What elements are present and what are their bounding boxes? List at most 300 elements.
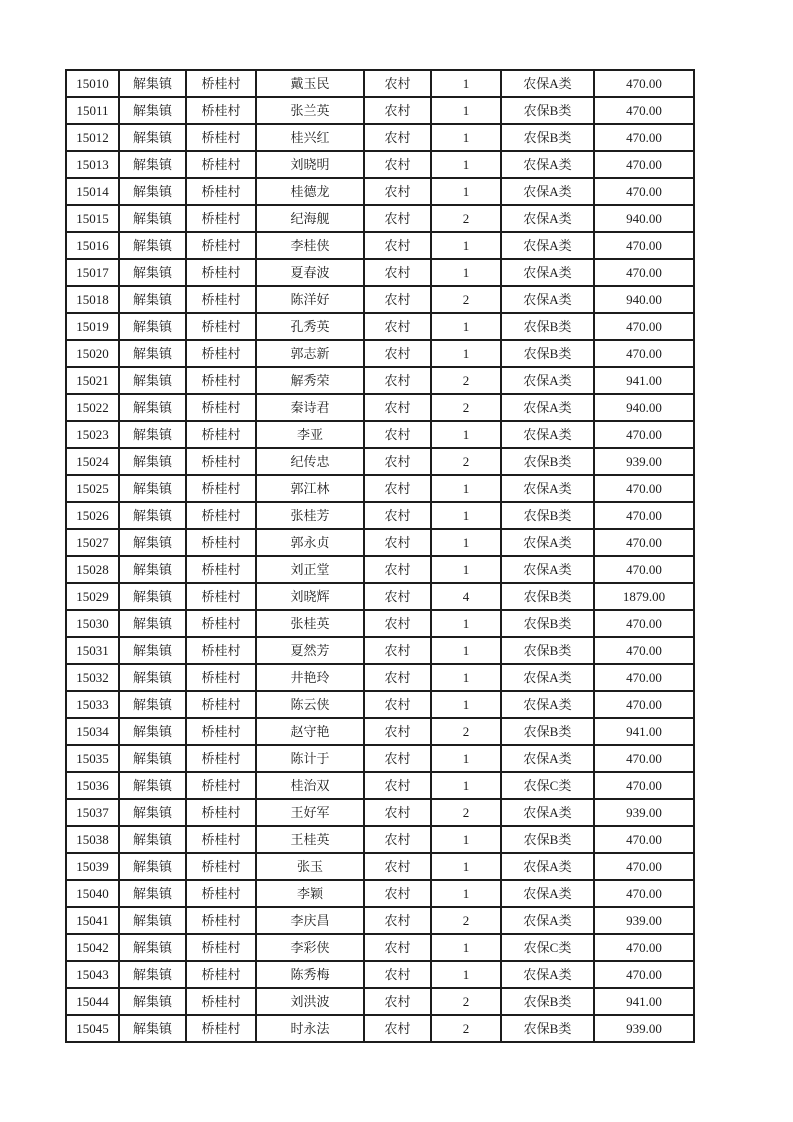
record-id-cell: 15042 bbox=[66, 934, 119, 961]
person-count-cell: 1 bbox=[431, 178, 501, 205]
person-count-cell: 1 bbox=[431, 124, 501, 151]
table-row bbox=[66, 205, 694, 232]
insurance-category-cell: 农保A类 bbox=[501, 691, 594, 718]
insurance-category-cell: 农保A类 bbox=[501, 178, 594, 205]
residence-type-cell: 农村 bbox=[364, 367, 431, 394]
amount-cell: 470.00 bbox=[594, 961, 694, 988]
person-count-cell: 1 bbox=[431, 70, 501, 97]
person-name-cell: 纪海舰 bbox=[256, 205, 364, 232]
amount-cell: 939.00 bbox=[594, 799, 694, 826]
village-cell: 桥桂村 bbox=[186, 691, 256, 718]
person-name-cell: 郭永贞 bbox=[256, 529, 364, 556]
residence-type-cell: 农村 bbox=[364, 934, 431, 961]
table-row bbox=[66, 745, 694, 772]
amount-cell: 470.00 bbox=[594, 691, 694, 718]
person-count-cell: 1 bbox=[431, 421, 501, 448]
town-cell: 解集镇 bbox=[119, 502, 186, 529]
residence-type-cell: 农村 bbox=[364, 97, 431, 124]
village-cell: 桥桂村 bbox=[186, 394, 256, 421]
person-count-cell: 2 bbox=[431, 367, 501, 394]
village-cell: 桥桂村 bbox=[186, 880, 256, 907]
amount-cell: 940.00 bbox=[594, 394, 694, 421]
record-id-cell: 15011 bbox=[66, 97, 119, 124]
table-row bbox=[66, 853, 694, 880]
record-id-cell: 15037 bbox=[66, 799, 119, 826]
person-name-cell: 陈计于 bbox=[256, 745, 364, 772]
village-cell: 桥桂村 bbox=[186, 583, 256, 610]
village-cell: 桥桂村 bbox=[186, 97, 256, 124]
residence-type-cell: 农村 bbox=[364, 286, 431, 313]
person-name-cell: 桂治双 bbox=[256, 772, 364, 799]
village-cell: 桥桂村 bbox=[186, 178, 256, 205]
person-name-cell: 孔秀英 bbox=[256, 313, 364, 340]
person-count-cell: 1 bbox=[431, 313, 501, 340]
residence-type-cell: 农村 bbox=[364, 880, 431, 907]
village-cell: 桥桂村 bbox=[186, 907, 256, 934]
amount-cell: 941.00 bbox=[594, 367, 694, 394]
record-id-cell: 15024 bbox=[66, 448, 119, 475]
amount-cell: 470.00 bbox=[594, 313, 694, 340]
amount-cell: 470.00 bbox=[594, 151, 694, 178]
residence-type-cell: 农村 bbox=[364, 151, 431, 178]
village-cell: 桥桂村 bbox=[186, 610, 256, 637]
residence-type-cell: 农村 bbox=[364, 799, 431, 826]
insurance-category-cell: 农保B类 bbox=[501, 718, 594, 745]
insurance-category-cell: 农保B类 bbox=[501, 583, 594, 610]
amount-cell: 941.00 bbox=[594, 988, 694, 1015]
town-cell: 解集镇 bbox=[119, 259, 186, 286]
person-count-cell: 1 bbox=[431, 934, 501, 961]
person-name-cell: 夏然芳 bbox=[256, 637, 364, 664]
town-cell: 解集镇 bbox=[119, 367, 186, 394]
insurance-category-cell: 农保A类 bbox=[501, 745, 594, 772]
insurance-category-cell: 农保A类 bbox=[501, 232, 594, 259]
village-cell: 桥桂村 bbox=[186, 664, 256, 691]
record-id-cell: 15038 bbox=[66, 826, 119, 853]
village-cell: 桥桂村 bbox=[186, 421, 256, 448]
village-cell: 桥桂村 bbox=[186, 718, 256, 745]
table-row bbox=[66, 988, 694, 1015]
person-name-cell: 郭江林 bbox=[256, 475, 364, 502]
village-cell: 桥桂村 bbox=[186, 70, 256, 97]
person-count-cell: 1 bbox=[431, 502, 501, 529]
person-count-cell: 2 bbox=[431, 205, 501, 232]
person-name-cell: 陈秀梅 bbox=[256, 961, 364, 988]
amount-cell: 1879.00 bbox=[594, 583, 694, 610]
record-id-cell: 15014 bbox=[66, 178, 119, 205]
residence-type-cell: 农村 bbox=[364, 340, 431, 367]
person-name-cell: 刘晓辉 bbox=[256, 583, 364, 610]
residence-type-cell: 农村 bbox=[364, 907, 431, 934]
person-count-cell: 1 bbox=[431, 880, 501, 907]
person-name-cell: 王桂英 bbox=[256, 826, 364, 853]
village-cell: 桥桂村 bbox=[186, 961, 256, 988]
amount-cell: 470.00 bbox=[594, 745, 694, 772]
table-row bbox=[66, 448, 694, 475]
town-cell: 解集镇 bbox=[119, 529, 186, 556]
table-row bbox=[66, 259, 694, 286]
town-cell: 解集镇 bbox=[119, 772, 186, 799]
insurance-category-cell: 农保A类 bbox=[501, 394, 594, 421]
person-count-cell: 1 bbox=[431, 637, 501, 664]
table-row bbox=[66, 70, 694, 97]
person-name-cell: 夏春波 bbox=[256, 259, 364, 286]
amount-cell: 941.00 bbox=[594, 718, 694, 745]
residence-type-cell: 农村 bbox=[364, 637, 431, 664]
person-count-cell: 1 bbox=[431, 691, 501, 718]
person-name-cell: 戴玉民 bbox=[256, 70, 364, 97]
table-row bbox=[66, 529, 694, 556]
person-name-cell: 刘晓明 bbox=[256, 151, 364, 178]
insurance-category-cell: 农保B类 bbox=[501, 124, 594, 151]
record-id-cell: 15015 bbox=[66, 205, 119, 232]
person-count-cell: 2 bbox=[431, 718, 501, 745]
residence-type-cell: 农村 bbox=[364, 745, 431, 772]
person-count-cell: 1 bbox=[431, 556, 501, 583]
table-row bbox=[66, 691, 694, 718]
table-row bbox=[66, 475, 694, 502]
person-count-cell: 1 bbox=[431, 853, 501, 880]
person-name-cell: 张桂英 bbox=[256, 610, 364, 637]
town-cell: 解集镇 bbox=[119, 853, 186, 880]
residence-type-cell: 农村 bbox=[364, 421, 431, 448]
person-name-cell: 刘正堂 bbox=[256, 556, 364, 583]
record-id-cell: 15039 bbox=[66, 853, 119, 880]
person-name-cell: 赵守艳 bbox=[256, 718, 364, 745]
town-cell: 解集镇 bbox=[119, 1015, 186, 1042]
person-count-cell: 1 bbox=[431, 475, 501, 502]
record-id-cell: 15028 bbox=[66, 556, 119, 583]
insurance-category-cell: 农保B类 bbox=[501, 826, 594, 853]
residence-type-cell: 农村 bbox=[364, 772, 431, 799]
table-row bbox=[66, 583, 694, 610]
table-row bbox=[66, 232, 694, 259]
insurance-category-cell: 农保A类 bbox=[501, 151, 594, 178]
residence-type-cell: 农村 bbox=[364, 1015, 431, 1042]
residence-type-cell: 农村 bbox=[364, 610, 431, 637]
residence-type-cell: 农村 bbox=[364, 313, 431, 340]
person-name-cell: 桂兴红 bbox=[256, 124, 364, 151]
residence-type-cell: 农村 bbox=[364, 502, 431, 529]
amount-cell: 470.00 bbox=[594, 826, 694, 853]
amount-cell: 470.00 bbox=[594, 772, 694, 799]
person-count-cell: 2 bbox=[431, 907, 501, 934]
person-count-cell: 1 bbox=[431, 232, 501, 259]
insurance-category-cell: 农保A类 bbox=[501, 529, 594, 556]
town-cell: 解集镇 bbox=[119, 880, 186, 907]
person-name-cell: 秦诗君 bbox=[256, 394, 364, 421]
table-row bbox=[66, 286, 694, 313]
table-row bbox=[66, 367, 694, 394]
person-count-cell: 1 bbox=[431, 961, 501, 988]
person-count-cell: 1 bbox=[431, 340, 501, 367]
table-row bbox=[66, 772, 694, 799]
residence-type-cell: 农村 bbox=[364, 556, 431, 583]
town-cell: 解集镇 bbox=[119, 97, 186, 124]
amount-cell: 939.00 bbox=[594, 907, 694, 934]
town-cell: 解集镇 bbox=[119, 691, 186, 718]
table-row bbox=[66, 718, 694, 745]
record-id-cell: 15031 bbox=[66, 637, 119, 664]
town-cell: 解集镇 bbox=[119, 745, 186, 772]
person-name-cell: 陈云侠 bbox=[256, 691, 364, 718]
village-cell: 桥桂村 bbox=[186, 853, 256, 880]
person-count-cell: 1 bbox=[431, 151, 501, 178]
town-cell: 解集镇 bbox=[119, 583, 186, 610]
record-id-cell: 15020 bbox=[66, 340, 119, 367]
amount-cell: 470.00 bbox=[594, 934, 694, 961]
amount-cell: 940.00 bbox=[594, 205, 694, 232]
person-count-cell: 2 bbox=[431, 1015, 501, 1042]
town-cell: 解集镇 bbox=[119, 286, 186, 313]
residence-type-cell: 农村 bbox=[364, 124, 431, 151]
amount-cell: 470.00 bbox=[594, 610, 694, 637]
person-count-cell: 2 bbox=[431, 286, 501, 313]
town-cell: 解集镇 bbox=[119, 340, 186, 367]
amount-cell: 470.00 bbox=[594, 529, 694, 556]
town-cell: 解集镇 bbox=[119, 826, 186, 853]
insurance-category-cell: 农保A类 bbox=[501, 70, 594, 97]
table-row bbox=[66, 313, 694, 340]
table-row bbox=[66, 664, 694, 691]
town-cell: 解集镇 bbox=[119, 637, 186, 664]
amount-cell: 470.00 bbox=[594, 853, 694, 880]
village-cell: 桥桂村 bbox=[186, 151, 256, 178]
record-id-cell: 15030 bbox=[66, 610, 119, 637]
residence-type-cell: 农村 bbox=[364, 826, 431, 853]
record-id-cell: 15044 bbox=[66, 988, 119, 1015]
record-id-cell: 15019 bbox=[66, 313, 119, 340]
town-cell: 解集镇 bbox=[119, 151, 186, 178]
insurance-category-cell: 农保B类 bbox=[501, 313, 594, 340]
residence-type-cell: 农村 bbox=[364, 394, 431, 421]
town-cell: 解集镇 bbox=[119, 610, 186, 637]
insurance-category-cell: 农保B类 bbox=[501, 988, 594, 1015]
person-name-cell: 纪传忠 bbox=[256, 448, 364, 475]
village-cell: 桥桂村 bbox=[186, 124, 256, 151]
insurance-category-cell: 农保A类 bbox=[501, 259, 594, 286]
table-row bbox=[66, 610, 694, 637]
amount-cell: 470.00 bbox=[594, 232, 694, 259]
town-cell: 解集镇 bbox=[119, 988, 186, 1015]
amount-cell: 470.00 bbox=[594, 259, 694, 286]
insurance-category-cell: 农保A类 bbox=[501, 961, 594, 988]
village-cell: 桥桂村 bbox=[186, 556, 256, 583]
amount-cell: 470.00 bbox=[594, 70, 694, 97]
table-row bbox=[66, 907, 694, 934]
record-id-cell: 15017 bbox=[66, 259, 119, 286]
town-cell: 解集镇 bbox=[119, 556, 186, 583]
insurance-category-cell: 农保A类 bbox=[501, 556, 594, 583]
record-id-cell: 15040 bbox=[66, 880, 119, 907]
insurance-category-cell: 农保C类 bbox=[501, 772, 594, 799]
insurance-category-cell: 农保A类 bbox=[501, 853, 594, 880]
amount-cell: 470.00 bbox=[594, 475, 694, 502]
record-id-cell: 15018 bbox=[66, 286, 119, 313]
amount-cell: 470.00 bbox=[594, 97, 694, 124]
residence-type-cell: 农村 bbox=[364, 70, 431, 97]
table-row bbox=[66, 502, 694, 529]
person-count-cell: 1 bbox=[431, 745, 501, 772]
person-name-cell: 张玉 bbox=[256, 853, 364, 880]
person-name-cell: 井艳玲 bbox=[256, 664, 364, 691]
person-name-cell: 陈洋好 bbox=[256, 286, 364, 313]
table-row bbox=[66, 421, 694, 448]
person-name-cell: 郭志新 bbox=[256, 340, 364, 367]
village-cell: 桥桂村 bbox=[186, 1015, 256, 1042]
record-id-cell: 15035 bbox=[66, 745, 119, 772]
table-row bbox=[66, 934, 694, 961]
person-count-cell: 2 bbox=[431, 394, 501, 421]
record-id-cell: 15026 bbox=[66, 502, 119, 529]
insurance-category-cell: 农保A类 bbox=[501, 907, 594, 934]
town-cell: 解集镇 bbox=[119, 907, 186, 934]
table-row bbox=[66, 151, 694, 178]
amount-cell: 470.00 bbox=[594, 340, 694, 367]
village-cell: 桥桂村 bbox=[186, 367, 256, 394]
residence-type-cell: 农村 bbox=[364, 718, 431, 745]
insurance-category-cell: 农保B类 bbox=[501, 637, 594, 664]
table-row bbox=[66, 1015, 694, 1042]
record-id-cell: 15027 bbox=[66, 529, 119, 556]
insurance-category-cell: 农保A类 bbox=[501, 664, 594, 691]
amount-cell: 470.00 bbox=[594, 556, 694, 583]
village-cell: 桥桂村 bbox=[186, 988, 256, 1015]
insurance-category-cell: 农保B类 bbox=[501, 502, 594, 529]
table-row bbox=[66, 799, 694, 826]
town-cell: 解集镇 bbox=[119, 799, 186, 826]
village-cell: 桥桂村 bbox=[186, 826, 256, 853]
person-count-cell: 1 bbox=[431, 772, 501, 799]
amount-cell: 470.00 bbox=[594, 880, 694, 907]
town-cell: 解集镇 bbox=[119, 394, 186, 421]
record-id-cell: 15010 bbox=[66, 70, 119, 97]
insurance-category-cell: 农保C类 bbox=[501, 934, 594, 961]
person-count-cell: 2 bbox=[431, 448, 501, 475]
person-name-cell: 解秀荣 bbox=[256, 367, 364, 394]
record-id-cell: 15016 bbox=[66, 232, 119, 259]
amount-cell: 470.00 bbox=[594, 178, 694, 205]
record-id-cell: 15022 bbox=[66, 394, 119, 421]
residence-type-cell: 农村 bbox=[364, 205, 431, 232]
record-id-cell: 15021 bbox=[66, 367, 119, 394]
insurance-category-cell: 农保B类 bbox=[501, 448, 594, 475]
insurance-category-cell: 农保A类 bbox=[501, 880, 594, 907]
person-count-cell: 2 bbox=[431, 988, 501, 1015]
town-cell: 解集镇 bbox=[119, 448, 186, 475]
village-cell: 桥桂村 bbox=[186, 475, 256, 502]
insurance-category-cell: 农保A类 bbox=[501, 475, 594, 502]
person-count-cell: 1 bbox=[431, 529, 501, 556]
town-cell: 解集镇 bbox=[119, 718, 186, 745]
table-row bbox=[66, 637, 694, 664]
residence-type-cell: 农村 bbox=[364, 853, 431, 880]
record-id-cell: 15033 bbox=[66, 691, 119, 718]
village-cell: 桥桂村 bbox=[186, 637, 256, 664]
table-row bbox=[66, 556, 694, 583]
record-id-cell: 15036 bbox=[66, 772, 119, 799]
person-name-cell: 李颖 bbox=[256, 880, 364, 907]
residence-type-cell: 农村 bbox=[364, 961, 431, 988]
record-id-cell: 15013 bbox=[66, 151, 119, 178]
residence-type-cell: 农村 bbox=[364, 259, 431, 286]
records-table bbox=[65, 69, 695, 1043]
person-name-cell: 桂德龙 bbox=[256, 178, 364, 205]
record-id-cell: 15012 bbox=[66, 124, 119, 151]
village-cell: 桥桂村 bbox=[186, 529, 256, 556]
person-count-cell: 4 bbox=[431, 583, 501, 610]
table-row bbox=[66, 826, 694, 853]
table-row bbox=[66, 880, 694, 907]
person-count-cell: 2 bbox=[431, 799, 501, 826]
table-body bbox=[66, 70, 694, 1042]
table-row bbox=[66, 961, 694, 988]
record-id-cell: 15025 bbox=[66, 475, 119, 502]
person-name-cell: 时永法 bbox=[256, 1015, 364, 1042]
residence-type-cell: 农村 bbox=[364, 232, 431, 259]
amount-cell: 470.00 bbox=[594, 124, 694, 151]
town-cell: 解集镇 bbox=[119, 475, 186, 502]
village-cell: 桥桂村 bbox=[186, 448, 256, 475]
residence-type-cell: 农村 bbox=[364, 988, 431, 1015]
insurance-category-cell: 农保B类 bbox=[501, 97, 594, 124]
record-id-cell: 15029 bbox=[66, 583, 119, 610]
amount-cell: 470.00 bbox=[594, 502, 694, 529]
town-cell: 解集镇 bbox=[119, 205, 186, 232]
amount-cell: 939.00 bbox=[594, 448, 694, 475]
record-id-cell: 15045 bbox=[66, 1015, 119, 1042]
record-id-cell: 15023 bbox=[66, 421, 119, 448]
insurance-category-cell: 农保A类 bbox=[501, 421, 594, 448]
person-count-cell: 1 bbox=[431, 826, 501, 853]
record-id-cell: 15041 bbox=[66, 907, 119, 934]
town-cell: 解集镇 bbox=[119, 934, 186, 961]
village-cell: 桥桂村 bbox=[186, 934, 256, 961]
table-row bbox=[66, 124, 694, 151]
town-cell: 解集镇 bbox=[119, 124, 186, 151]
amount-cell: 470.00 bbox=[594, 637, 694, 664]
residence-type-cell: 农村 bbox=[364, 691, 431, 718]
insurance-category-cell: 农保B类 bbox=[501, 610, 594, 637]
town-cell: 解集镇 bbox=[119, 178, 186, 205]
person-count-cell: 1 bbox=[431, 259, 501, 286]
person-name-cell: 李彩侠 bbox=[256, 934, 364, 961]
village-cell: 桥桂村 bbox=[186, 286, 256, 313]
residence-type-cell: 农村 bbox=[364, 178, 431, 205]
person-name-cell: 李庆昌 bbox=[256, 907, 364, 934]
table-row bbox=[66, 97, 694, 124]
town-cell: 解集镇 bbox=[119, 664, 186, 691]
person-count-cell: 1 bbox=[431, 97, 501, 124]
town-cell: 解集镇 bbox=[119, 961, 186, 988]
amount-cell: 470.00 bbox=[594, 421, 694, 448]
insurance-category-cell: 农保A类 bbox=[501, 367, 594, 394]
amount-cell: 940.00 bbox=[594, 286, 694, 313]
village-cell: 桥桂村 bbox=[186, 502, 256, 529]
record-id-cell: 15034 bbox=[66, 718, 119, 745]
table-row bbox=[66, 340, 694, 367]
town-cell: 解集镇 bbox=[119, 70, 186, 97]
residence-type-cell: 农村 bbox=[364, 448, 431, 475]
residence-type-cell: 农村 bbox=[364, 583, 431, 610]
table-row bbox=[66, 394, 694, 421]
insurance-category-cell: 农保A类 bbox=[501, 799, 594, 826]
person-count-cell: 1 bbox=[431, 664, 501, 691]
record-id-cell: 15043 bbox=[66, 961, 119, 988]
person-name-cell: 王好军 bbox=[256, 799, 364, 826]
amount-cell: 939.00 bbox=[594, 1015, 694, 1042]
village-cell: 桥桂村 bbox=[186, 340, 256, 367]
